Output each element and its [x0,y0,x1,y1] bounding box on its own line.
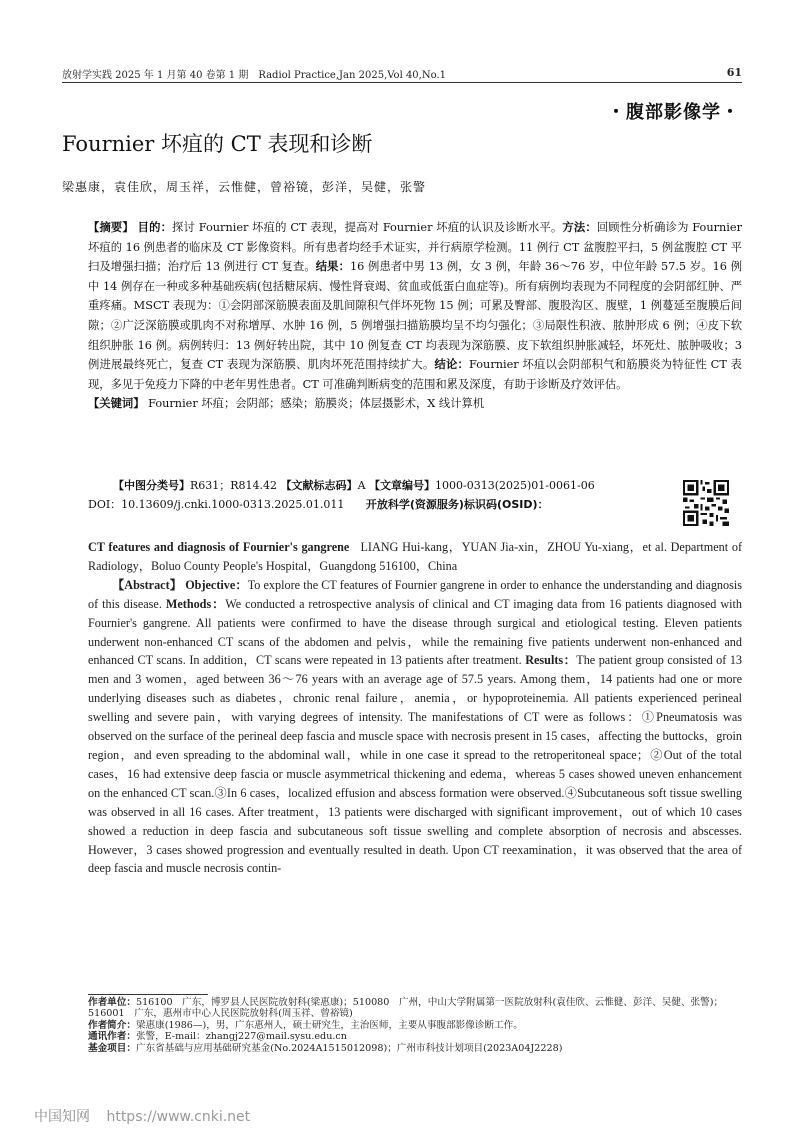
conclusion-text: Fournier 坏疽以会阴部积气和筋膜炎为特征性 CT 表现，多见于免疫力下降的中老年男性患者。CT 可准确判断病变的范围和累及深度，有助于诊断及疗效评估。 [88,358,742,391]
conclusion-label: 结论： [434,358,470,372]
methods-text: 回顾性分析确诊为 Fournier 坏疽的 16 例患者的临床及 CT 影像资料。所有患者均经手术证实，并行病原学检测。11 例行 CT 盆腹腔平扫，5 例盆腹腔 CT 平扫及增强扫描；治疗后 13 例进行 CT 复查。 [88,221,742,274]
en-objective-text: To explore the CT features of Fournier gangrene in order to enhance the understanding and diagnosis of this disease. [88,577,742,611]
running-header-text: 放射学实践 2025 年 1 月第 40 卷第 1 期 Radiol Practice,Jan 2025,Vol 40,No.1 [62,70,446,81]
unit-label: 作者单位： [88,997,136,1008]
en-title: CT features and diagnosis of Fournier's gangrene [88,540,350,554]
doc-code-value: A [357,479,366,492]
fund-text: 广东省基础与应用基础研究基金(No.2024A1515012098)；广州市科技计划项目(2023A04J2228) [135,1042,563,1054]
page-title: Fournier 坏疽的 CT 表现和诊断 [62,132,373,156]
footnotes [88,997,748,1054]
en-results-label: Results： [525,653,577,668]
en-results-text: The patient group consisted of 13 men and 3 women，aged between 36～76 years with an average age of 57.5 years. Among them，14 patients had one or more underlying diseases such as diabetes，chronic renal failure，anemia，or hypoproteinemia. All patients experienced perineal swelling and severe pain，with varying degrees of intensity. The manifestations of CT were as follows：①Pneumatosis was observed on the surface of the perineal deep fascia and muscle space with necrosis present in 15 cases，affecting the buttocks，groin region，and even spreading to the abdominal wall，while in one case it spread to the retroperitoneal space；②Out of the total cases，16 had extensive deep fascia or muscle asymmetrical thickening and edema，whereas 5 cases showed uneven enhancement on the enhanced CT scan.③In 6 cases，localized effusion and abscess formation were observed.④Subcutaneous soft tissue swelling was observed in all 16 cases. After treatment，13 patients were discharged with significant improvement，out of which 10 cases showed a reduction in deep fascia and subcutaneous soft tissue swelling and complete absorption of necrosis and abscesses. However，3 cases showed progression and eventually resulted in death. Upon CT reexamination，it was observed that the area of deep fascia and muscle necrosis contin- [88,653,743,876]
results-label: 结果： [315,260,350,274]
objective-text: 探讨 Fournier 坏疽的 CT 表现，提高对 Fournier 坏疽的认识及诊断水平。 [172,221,563,234]
clc-label: 【中图分类号】 [113,479,190,492]
cnki-url[interactable]: https://www.cnki.net [106,1109,251,1125]
unit-text: 516100 广东，博罗县人民医院放射科(梁惠康)；510080 广州，中山大学附属第一医院放射科(袁佳欣、云惟健、彭洋、吴健、张警)；516001 广东，惠州市中心人民医院放射科(周玉祥、曾裕镜) [88,997,724,1020]
fund-label: 基金项目： [88,1042,136,1054]
en-authors: LIANG Hui-kang，YUAN Jia-xin，ZHOU Yu-xiang，et al. [360,540,667,554]
cnki-watermark [34,1106,250,1126]
doc-code-label: 【文献标志码】 [280,479,358,492]
osid-label: 开放科学(资源服务)标识码(OSID)： [365,498,549,511]
footnote-divider [88,994,208,995]
header-divider [62,82,742,83]
cnki-logo: 中国知网 [34,1109,90,1125]
osid-qr-code[interactable] [683,480,729,526]
results-text: 16 例患者中男 13 例，女 3 例，年龄 36～76 岁，中位年龄 57.5 岁。16 例中 14 例存在一种或多种基础疾病(包括糖尿病、慢性肾衰竭、贫血或低蛋白血症等)。所有病例均表现为不同程度的会阴部红肿、严重疼痛。MSCT 表现为：①会阴部深筋膜表面及肌间隙积气伴坏死物 15 例；可累及臀部、腹股沟区、腹壁，1 例蔓延至腹膜后间隙；②广泛深筋膜或肌肉不对称增厚、水肿 16 例，5 例增强扫描筋膜均呈不均匀强化；③局限性积液、脓肿形成 6 例；④皮下软组织肿胀 16 例。病例转归：13 例好转出院，其中 10 例复查 CT 均表现为深筋膜、皮下软组织肿胀减轻，坏死灶、脓肿吸收；3 例进展最终死亡，复查 CT 表现为深筋膜、肌肉坏死范围持续扩大。 [88,260,742,372]
en-methods-text: We conducted a retrospective analysis of clinical and CT imaging data from 16 patients diagnosed with Fournier's gangrene. All patients were confirmed to have the disease through surgical and etiological testing. Eleven patients underwent non-enhanced CT scans of the abdomen and pelvis，while the remaining five patients underwent non-enhanced and enhanced CT scans. In addition，CT scans were repeated in 13 patients after treatment. [88,596,742,668]
keywords-text: Fournier 坏疽；会阴部；感染；筋膜炎；体层摄影术，X 线计算机 [148,397,485,411]
en-abstract-label: 【Abstract】 [112,577,183,592]
en-objective-label: Objective： [185,577,248,592]
en-methods-label: Methods： [165,596,226,611]
article-number-value: 1000-0313(2025)01-0061-06 [435,479,595,492]
abstract-label: 【摘要】 [88,221,134,234]
objective-label: 目的： [137,221,173,234]
english-abstract [88,538,742,878]
article-number-label: 【文章编号】 [369,479,436,492]
en-affiliation: Department of Radiology，Boluo County People's Hospital，Guangdong 516100，China [88,540,743,573]
authors: 梁惠康，袁佳欣，周玉祥，云惟健，曾裕镜，彭洋，吴健，张警 [62,180,427,194]
page-number: 61 [726,66,742,79]
clc-value: R631；R814.42 [190,479,278,492]
methods-label: 方法： [562,221,597,234]
bio-text: 梁惠康(1986—)，男，广东惠州人，硕士研究生，主治医师，主要从事腹部影像诊断工作。 [135,1019,523,1031]
running-header [62,66,742,81]
section-label: ・腹部影像学・ [607,102,740,123]
bio-label: 作者简介： [88,1019,136,1031]
doi-line [88,496,549,512]
keywords-label: 【关键词】 [88,397,145,411]
classification-line [113,477,595,493]
doi: DOI：10.13609/j.cnki.1000-0313.2025.01.011 [88,498,345,511]
chinese-abstract [88,218,742,414]
corr-label: 通讯作者： [88,1031,136,1043]
corr-text: 张警，E-mail：zhangj227@mail.sysu.edu.cn [135,1031,347,1043]
